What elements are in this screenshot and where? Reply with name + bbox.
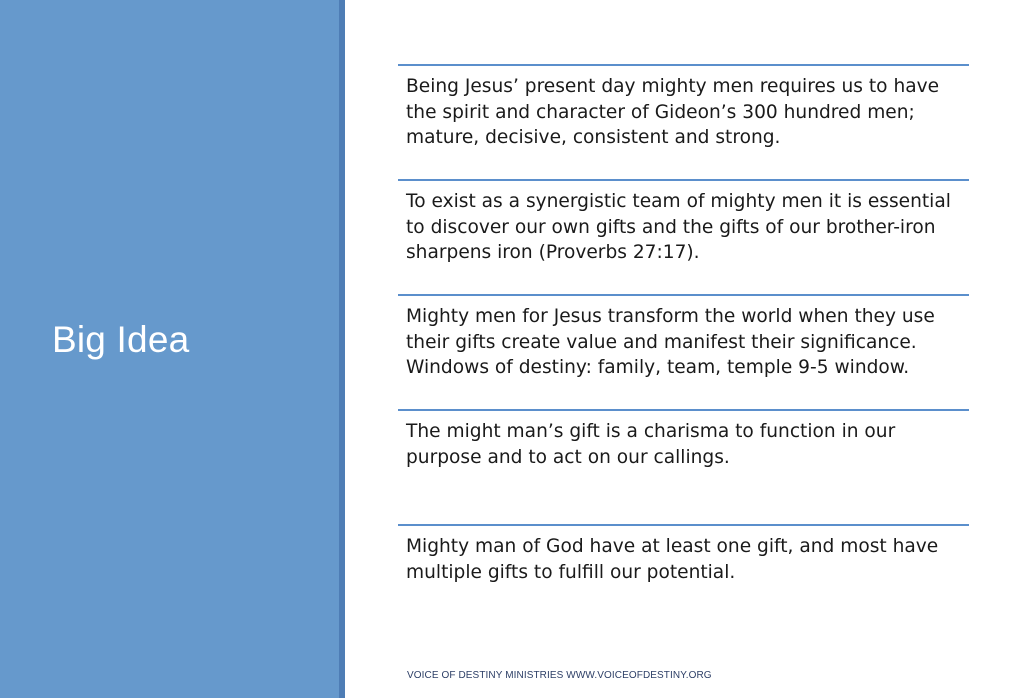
key-point: To exist as a synergistic team of mighty men it is essential to discover our own gifts and the gifts of our brother-iron sharpens iron (Proverbs 27:17). [398, 179, 969, 294]
slide-title: Big Idea [52, 319, 190, 360]
footer-text: VOICE OF DESTINY MINISTRIES WWW.VOICEOFDESTINY.ORG [407, 670, 712, 681]
key-point: Mighty men for Jesus transform the world when they use their gifts create value and manifest their significance. Windows of destiny: family, team, temple 9-5 window. [398, 294, 969, 409]
key-point: The might man’s gift is a charisma to function in our purpose and to act on our callings. [398, 409, 969, 524]
key-point: Being Jesus’ present day mighty men requires us to have the spirit and character of Gideon’s 300 hundred men; mature, decisive, consistent and strong. [398, 64, 969, 179]
key-point: Mighty man of God have at least one gift, and most have multiple gifts to fulfill our potential. [398, 524, 969, 639]
key-points-list [398, 64, 969, 639]
